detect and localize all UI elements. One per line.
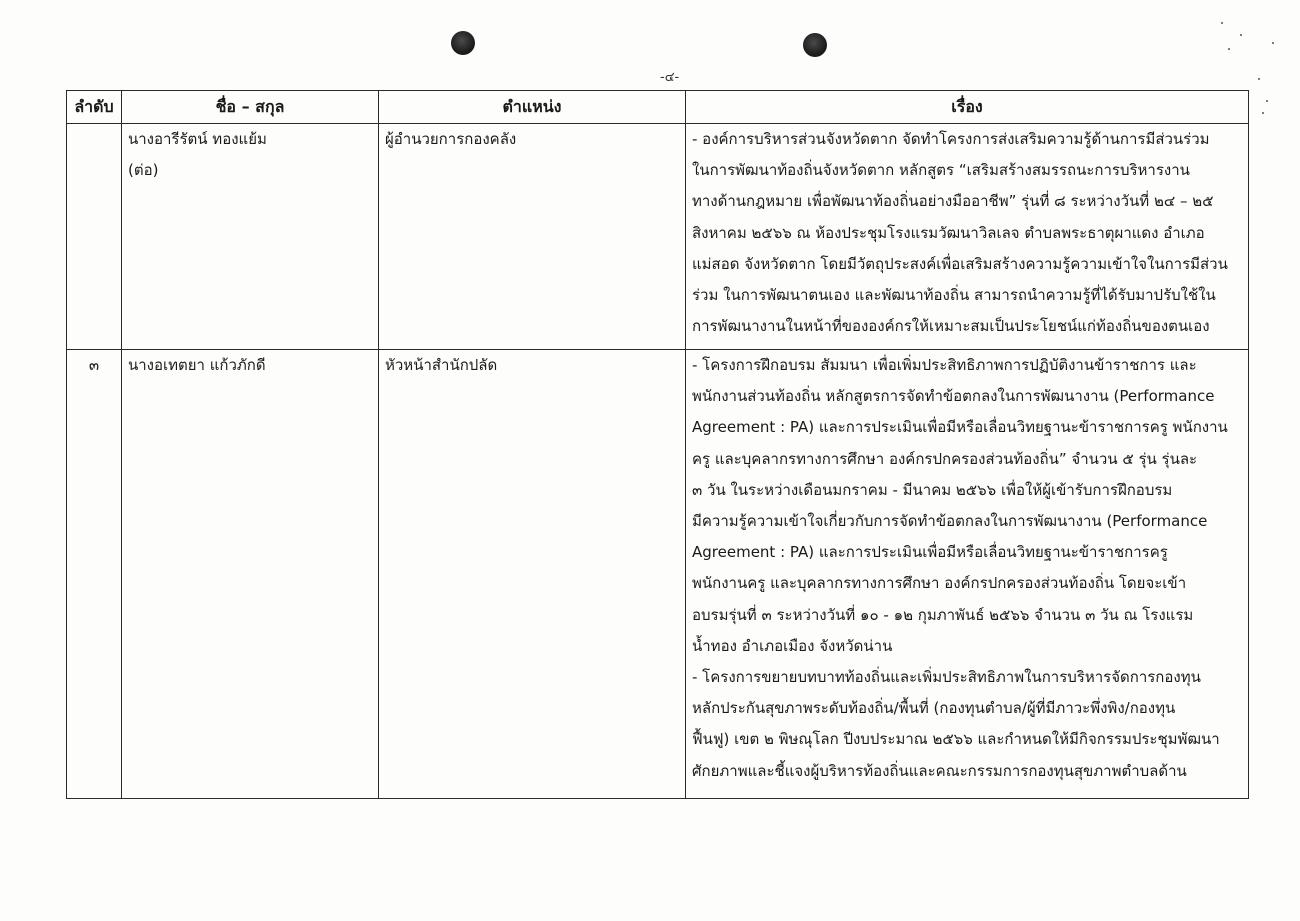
topic-line: - โครงการขยายบทบาทท้องถิ่นและเพิ่มประสิทธิภาพในการบริหารจัดการกองทุน xyxy=(692,668,1201,687)
table-header-row xyxy=(67,91,1249,124)
position-text: หัวหน้าสำนักปลัด xyxy=(385,356,498,374)
summary-table xyxy=(66,90,1249,799)
cell-position xyxy=(379,350,686,799)
topic-line: Agreement : PA) และการประเมินเพื่อมีหรือเลื่อนวิทยฐานะข้าราชการครู พนักงาน xyxy=(692,418,1228,437)
topic-line: ทางด้านกฎหมาย เพื่อพัฒนาท้องถิ่นอย่างมืออาชีพ” รุ่นที่ ๘ ระหว่างวันที่ ๒๔ – ๒๕ xyxy=(692,192,1214,211)
topic-line: การพัฒนางานในหน้าที่ขององค์กรให้เหมาะสมเป็นประโยชน์แก่ท้องถิ่นของตนเอง xyxy=(692,317,1210,336)
punch-hole-left xyxy=(451,31,475,55)
topic-line: แม่สอด จังหวัดตาก โดยมีวัตถุประสงค์เพื่อเสริมสร้างความรู้ความเข้าใจในการมีส่วน xyxy=(692,254,1228,273)
punch-hole-right xyxy=(803,33,827,57)
cell-no xyxy=(67,124,122,350)
scan-speck xyxy=(1240,34,1242,36)
topic-line: ในการพัฒนาท้องถิ่นจังหวัดตาก หลักสูตร “เสริมสร้างสมรรถนะการบริหารงาน xyxy=(692,161,1190,180)
topic-line: ร่วม ในการพัฒนาตนเอง และพัฒนาท้องถิ่น สามารถนำความรู้ที่ได้รับมาปรับใช้ใน xyxy=(692,286,1216,305)
cell-no xyxy=(67,350,122,799)
topic-line: มีความรู้ความเข้าใจเกี่ยวกับการจัดทำข้อตกลงในการพัฒนางาน (Performance xyxy=(692,512,1208,531)
header-position: ตำแหน่ง xyxy=(379,91,686,124)
topic-line: สิงหาคม ๒๕๖๖ ณ ห้องประชุมโรงแรมวัฒนาวิลเลจ ตำบลพระธาตุผาแดง อำเภอ xyxy=(692,223,1205,242)
page-number: -๔- xyxy=(660,70,680,85)
name-line: นางอเทตยา แก้วภักดี xyxy=(128,356,266,374)
topic-line: ๓ วัน ในระหว่างเดือนมกราคม - มีนาคม ๒๕๖๖ เพื่อให้ผู้เข้ารับการฝึกอบรม xyxy=(692,480,1173,499)
header-name: ชื่อ – สกุล xyxy=(122,91,379,124)
name-line: นางอารีรัตน์ ทองแย้ม xyxy=(128,130,267,148)
scan-speck xyxy=(1272,42,1274,44)
topic-line: พนักงานส่วนท้องถิ่น หลักสูตรการจัดทำข้อตกลงในการพัฒนางาน (Performance xyxy=(692,387,1215,406)
topic-line: ครู และบุคลากรทางการศึกษา องค์กรปกครองส่วนท้องถิ่น” จำนวน ๕ รุ่น รุ่นละ xyxy=(692,449,1198,468)
table-row xyxy=(67,124,1249,350)
name-line: (ต่อ) xyxy=(128,161,159,180)
cell-position xyxy=(379,124,686,350)
table-row xyxy=(67,350,1249,799)
cell-topic xyxy=(686,350,1249,799)
topic-line: ศักยภาพและชี้แจงผู้บริหารท้องถิ่นและคณะกรรมการกองทุนสุขภาพตำบลด้าน xyxy=(692,761,1187,780)
topic-line: - โครงการฝึกอบรม สัมมนา เพื่อเพิ่มประสิทธิภาพการปฏิบัติงานข้าราชการ และ xyxy=(692,356,1197,374)
cell-name xyxy=(122,350,379,799)
scan-speck xyxy=(1262,112,1264,114)
cell-name xyxy=(122,124,379,350)
topic-line: พนักงานครู และบุคลากรทางการศึกษา องค์กรปกครองส่วนท้องถิ่น โดยจะเข้า xyxy=(692,574,1187,593)
header-topic: เรื่อง xyxy=(686,91,1249,124)
topic-line: - องค์การบริหารส่วนจังหวัดตาก จัดทำโครงการส่งเสริมความรู้ด้านการมีส่วนร่วม xyxy=(692,130,1210,148)
topic-line: ฟื้นฟู) เขต ๒ พิษณุโลก ปีงบประมาณ ๒๕๖๖ และกำหนดให้มีกิจกรรมประชุมพัฒนา xyxy=(692,730,1220,749)
topic-line: Agreement : PA) และการประเมินเพื่อมีหรือเลื่อนวิทยฐานะข้าราชการครู xyxy=(692,543,1168,562)
topic-line: น้ำทอง อำเภอเมือง จังหวัดน่าน xyxy=(692,636,893,655)
header-no: ลำดับ xyxy=(67,91,122,124)
position-text: ผู้อำนวยการกองคลัง xyxy=(385,130,517,148)
scan-speck xyxy=(1228,48,1230,50)
topic-line: อบรมรุ่นที่ ๓ ระหว่างวันที่ ๑๐ - ๑๒ กุมภาพันธ์ ๒๕๖๖ จำนวน ๓ วัน ณ โรงแรม xyxy=(692,605,1194,624)
scan-speck xyxy=(1221,22,1223,24)
scan-speck xyxy=(1266,100,1268,102)
row-number: ๓ xyxy=(88,356,100,374)
cell-topic xyxy=(686,124,1249,350)
topic-line: หลักประกันสุขภาพระดับท้องถิ่น/พื้นที่ (กองทุนตำบล/ผู้ที่มีภาวะพึ่งพิง/กองทุน xyxy=(692,699,1176,718)
scan-speck xyxy=(1258,78,1260,80)
